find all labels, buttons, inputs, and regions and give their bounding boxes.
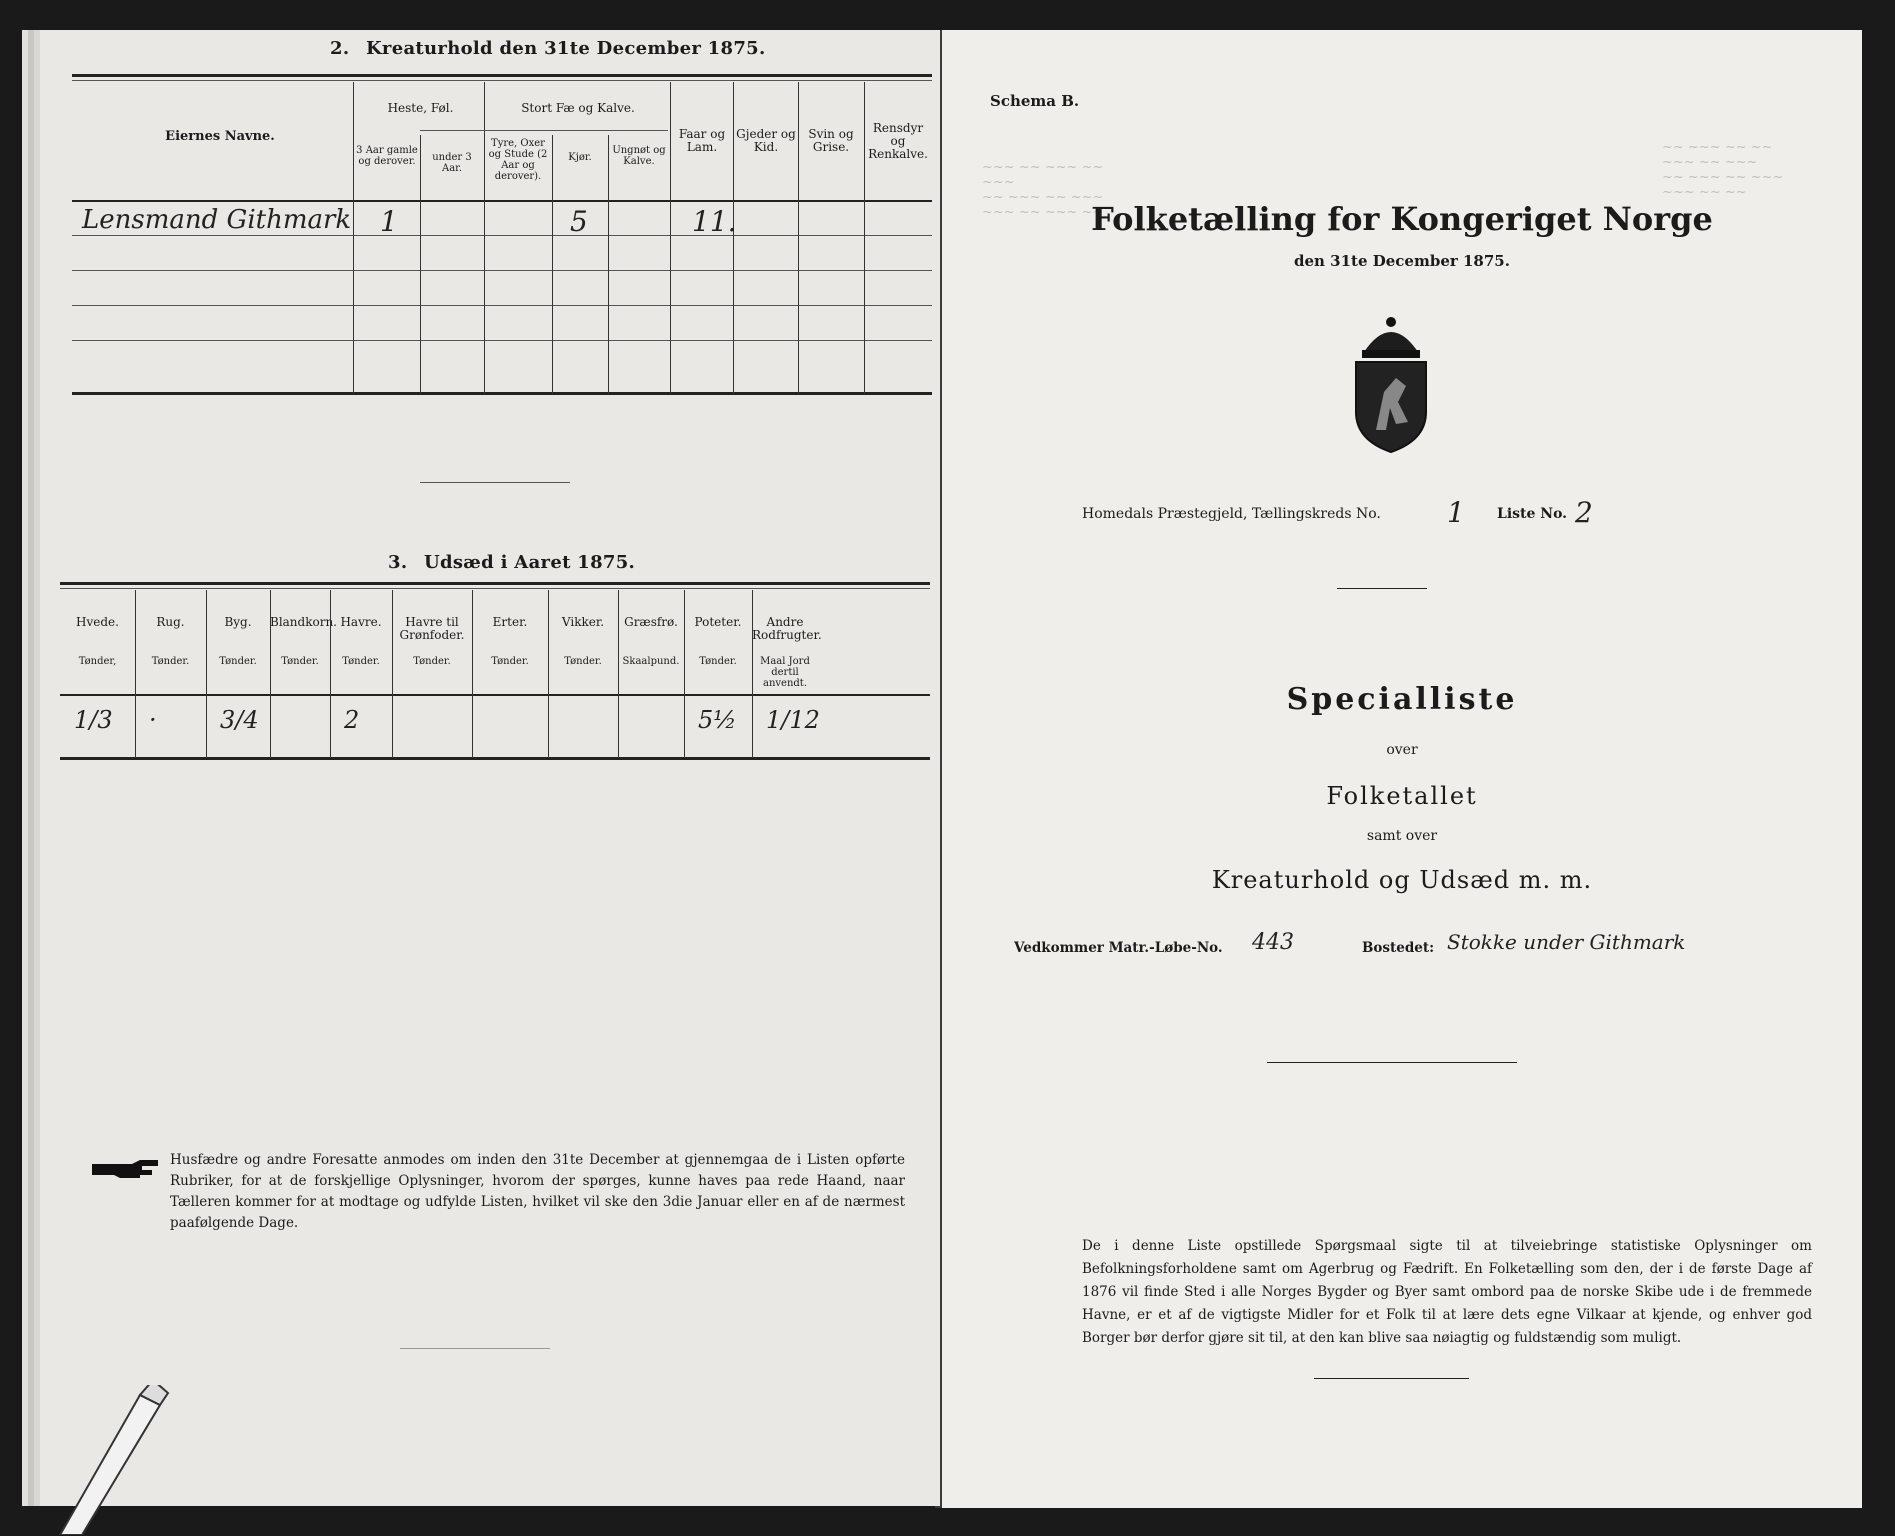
table2-row-rule [72,270,932,271]
census-date: den 31te December 1875. [1294,252,1510,270]
header-owner: Eiernes Navne. [165,129,275,144]
separator-rule [420,482,570,483]
table3-header-name: Andre Rodfrugter. [752,615,822,642]
table3-value: 1/3 [74,706,113,734]
table2-col-divider [608,135,609,394]
right-page [942,30,1862,1508]
table2-col-divider [733,82,734,394]
left-page [40,30,940,1506]
section2-number: 2. [330,38,350,59]
samt-over-text: samt over [1366,828,1438,844]
table2-col-divider [798,82,799,394]
bostedet-label: Bostedet: [1362,940,1435,956]
table3-top-rule [60,582,930,585]
liste-number: 2 [1575,496,1593,529]
bostedet-value: Stokke under Githmark [1447,930,1686,954]
table3-header-name: Vikker. [561,615,605,629]
separator-rule [1314,1378,1469,1379]
table2-row-rule [72,340,932,341]
table3-header-unit: Tønder. [491,656,529,667]
bleed-through-text: ~~ ~~~ ~~ ~~ ~~~ ~~ ~~~ ~~ ~~~ ~~ ~~~ ~~~ ~~ ~~ [1662,140,1784,200]
table3-header-name: Havre til Grønfoder. [399,615,465,642]
table3-header-name: Græsfrø. [624,615,678,629]
table3-value: 5½ [698,706,737,734]
table3-value: · [149,706,157,734]
table3-header-unit: Tønder. [699,656,737,667]
table2-col-divider [552,135,553,394]
krets-number: 1 [1447,496,1465,529]
table3-header-unit: Tønder. [413,656,451,667]
section2-title [330,38,766,59]
header-heste-a: 3 Aar gamle og derover. [356,145,418,167]
header-svin: Svin og Grise. [808,127,854,154]
table3-top-rule2 [60,588,930,589]
row-heste-a: 1 [380,205,398,238]
table2-col-divider [670,82,671,394]
header-heste-b: under 3 Aar. [432,152,472,174]
table3-header-unit: Tønder, [78,656,117,667]
table3-header-unit: Tønder. [281,656,319,667]
table3-header-name: Erter. [492,615,528,629]
table2-col-divider [420,135,421,394]
header-rensdyr: Rensdyr og Renkalve. [868,121,928,161]
table3-header-name: Havre. [340,615,382,629]
folketallet-heading: Folketallet [1326,782,1478,810]
table3-header-name: Byg. [224,615,252,629]
table3-value: 1/12 [766,706,820,734]
section3-number: 3. [388,552,408,573]
table3-value: 2 [344,706,360,734]
header-stort-a: Tyre, Oxer og Stude (2 Aar og derover). [488,138,548,182]
household-notice: Husfædre og andre Foresatte anmodes om inden den 31te December at gjennemgaa de i Listen opførte Rubriker, for at de forskjellige Oplysninger, hvorom der spørges, kunne haves paa rede Haand, naar Tælleren kommer for at modtage og udfylde Listen, hvilket vil ske den 3die Januar eller en af de nærmest paafølgende Dage. [170,1152,905,1231]
header-stort-b: Kjør. [568,152,592,163]
header-heste: Heste, Føl. [387,101,454,115]
pointing-hand-icon [90,1158,162,1180]
specialliste-heading: Specialliste [1286,682,1518,717]
liste-label: Liste No. [1497,506,1568,522]
row-owner-name: Lensmand Githmark [82,205,352,235]
table3-header-name: Poteter. [694,615,742,629]
kreaturhold-heading: Kreaturhold og Udsæd m. m. [1211,866,1593,894]
table3-header-unit: Maal Jord dertil anvendt. [760,656,810,689]
over-text: over [1386,742,1418,758]
pen-icon [20,1385,190,1535]
parish-label: Homedals Præstegjeld, Tællingskreds No. [1082,506,1381,522]
header-gjeder: Gjeder og Kid. [736,127,796,154]
table2-top-rule [72,74,932,77]
table3-header-unit: Tønder. [342,656,380,667]
table3-header-name: Rug. [156,615,185,629]
table2-group-rule [420,130,668,131]
table2-row-rule [72,305,932,306]
row-kjor: 5 [570,205,588,238]
table2-col-divider [864,82,865,394]
row-faar: 11. [692,205,737,238]
separator-rule [1337,588,1427,589]
coat-of-arms-icon [1336,312,1446,454]
header-faar: Faar og Lam. [678,127,726,154]
separator-rule [1267,1062,1517,1063]
table3-header-unit: Tønder. [564,656,602,667]
table2-top-rule2 [72,80,932,81]
table2-bottom-rule [72,392,932,395]
section3-heading: Udsæd i Aaret 1875. [423,552,636,573]
matr-number: 443 [1252,930,1294,955]
table3-header-rule [60,694,930,696]
table3-value: 3/4 [220,706,259,734]
table3-bottom-rule [60,757,930,760]
faint-rule [400,1348,550,1349]
main-title: Folketælling for Kongeriget Norge [1091,200,1713,238]
header-stort: Stort Fæ og Kalve. [521,101,635,115]
table3-header-unit: Tønder. [219,656,257,667]
section2-heading: Kreaturhold den 31te December 1875. [365,38,766,59]
bleed-through-text: ~~~ ~~ ~~~ ~~ ~~~ ~~ ~~~ ~~ ~~~ ~~~ ~~ ~~~ ~~ [982,160,1104,220]
table2-header-rule [72,200,932,202]
explanatory-paragraph: De i denne Liste opstillede Spørgsmaal sigte til at tilveiebringe statistiske Oplysninger om Befolkningsforholdene samt om Agerbrug og Fædrift. En Folketælling som den, der i de første Dage af 1876 vil finde Sted i alle Norges Bygder og Byer samt ombord paa de norske Skibe ude i de fremmede Havne, er et af de vigtigste Midler for et Folk til at lære dets egne Vilkaar at kjende, og enhver god Borger bør derfor gjøre sit til, at den kan blive saa nøiagtig og fuldstændig som muligt. [1082,1238,1812,1346]
table2-col-divider [353,82,354,394]
header-stort-c: Ungnøt og Kalve. [612,145,666,167]
matr-label: Vedkommer Matr.-Løbe-No. [1014,940,1223,956]
table2-row-rule [72,235,932,236]
section3-title [388,552,635,573]
table3-header-unit: Skaalpund. [622,656,680,667]
schema-label: Schema B. [990,92,1080,110]
table2-col-divider [484,82,485,394]
table3-header-name: Blandkorn. [270,615,337,629]
table3-header-unit: Tønder. [151,656,190,667]
table3-header-name: Hvede. [76,615,119,629]
